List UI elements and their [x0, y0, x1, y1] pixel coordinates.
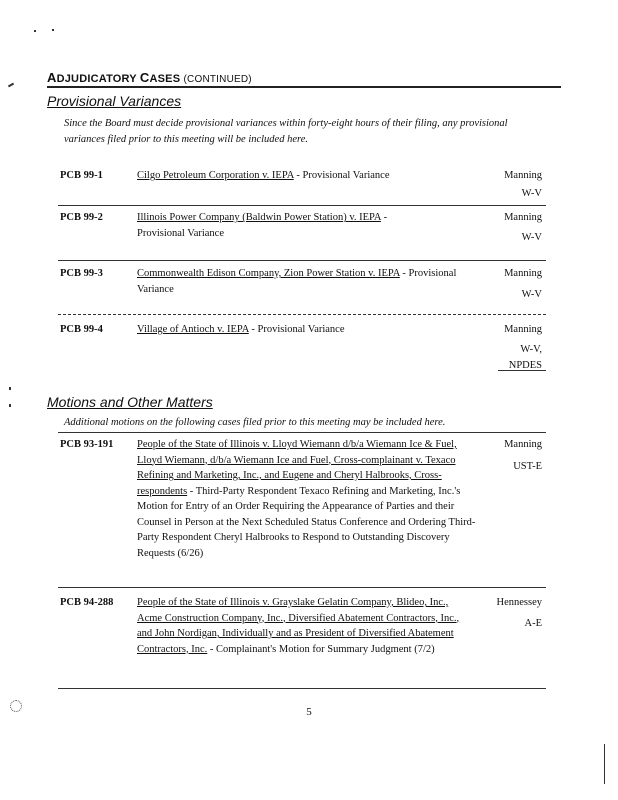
motions-rule — [58, 432, 546, 433]
page-number: 5 — [306, 706, 312, 718]
scan-speck — [9, 404, 11, 407]
case-matter: - Provisional Variance — [137, 212, 388, 239]
scan-speck — [10, 700, 22, 712]
case-caption: People of the State of Illinois v. Lloyd Wiemann d/b/a Wiemann Ice & Fuel, Lloyd Wiemann, d/b/a Wiemann Ice and Fuel, Cross-complainant v. Texaco Refining and Marketing, Inc., and Eugene and Cheryl Halbrooks, Cross-respondents — [137, 439, 457, 497]
case-caption: People of the State of Illinois v. Grayslake Gelatin Company, Blideo, Inc., Acme Construction Company, Inc., Diversified Abatement Contractors, Inc., and John Nordigan, Individually and as President of Diversified Abatement Contractors, Inc. — [137, 597, 460, 655]
scan-speck — [9, 387, 11, 390]
case-matter: - Provisional Variance — [248, 324, 345, 335]
provisional-variances-note: Since the Board must decide provisional variances within forty-eight hours of their filing, any provisional variances filed prior to this meeting will be included here. — [64, 118, 508, 145]
case-divider — [58, 260, 546, 261]
page-section-heading — [47, 70, 252, 85]
case-type: W-V — [521, 232, 542, 243]
case-divider — [58, 205, 546, 206]
heading-word-2: ASES — [149, 73, 181, 85]
heading-initial-2: C — [139, 70, 150, 85]
case-type: UST-E — [513, 461, 542, 472]
case-judge: Manning — [504, 268, 542, 279]
case-type: W-V — [521, 289, 542, 300]
case-description — [137, 322, 467, 338]
case-number: PCB 99-1 — [60, 170, 103, 181]
case-number: PCB 99-3 — [60, 268, 103, 279]
case-description — [137, 437, 477, 561]
case-caption: Commonwealth Edison Company, Zion Power Station v. IEPA — [137, 268, 400, 279]
case-judge: Manning — [504, 439, 542, 450]
scan-speck — [34, 30, 36, 32]
heading-continued: (CONTINUED) — [183, 74, 252, 85]
case-judge: Manning — [504, 324, 542, 335]
case-type: A-E — [524, 618, 542, 629]
case-matter: - Third-Party Respondent Texaco Refining and Marketing, Inc.'s Motion for Entry of an Order Requiring the Appearance of Parties and their Counsel in Person at the Next Scheduled Status Conference and Ordering Third-Party Respondent Cheryl Halbrooks to Respond to Outstanding Discovery Requests (6/26) — [137, 485, 476, 559]
header-rule — [47, 86, 561, 88]
case-description — [137, 210, 437, 241]
heading-word-1: DJUDICATORY — [56, 73, 137, 85]
case-description — [137, 266, 457, 297]
case-judge: Hennessey — [496, 597, 542, 608]
case-matter: - Provisional Variance — [293, 170, 390, 181]
scan-speck — [52, 29, 54, 31]
case-number: PCB 94-288 — [60, 597, 114, 608]
case-caption: Village of Antioch v. IEPA — [137, 324, 249, 335]
case-matter: - Provisional Variance — [137, 268, 457, 295]
scan-speck — [8, 83, 14, 88]
case-judge: Manning — [504, 170, 542, 181]
provisional-variances-title: Provisional Variances — [47, 93, 182, 109]
case-divider — [58, 314, 546, 315]
case-divider — [58, 688, 546, 689]
case-divider — [58, 587, 546, 588]
case-number: PCB 99-4 — [60, 324, 103, 335]
case-description — [137, 595, 467, 657]
heading-initial-1: A — [47, 70, 57, 85]
case-judge: Manning — [504, 212, 542, 223]
motions-title: Motions and Other Matters — [47, 394, 213, 410]
case-description — [137, 168, 467, 184]
scan-edge-mark — [604, 744, 605, 784]
case-caption: Illinois Power Company (Baldwin Power Station) v. IEPA — [137, 212, 381, 223]
case-matter: - Complainant's Motion for Summary Judgment (7/2) — [207, 643, 435, 655]
case-number: PCB 93-191 — [60, 439, 114, 450]
case-type: W-V — [521, 188, 542, 199]
case-caption: Cilgo Petroleum Corporation v. IEPA — [137, 170, 294, 181]
motions-note: Additional motions on the following cases filed prior to this meeting may be included here. — [64, 417, 446, 428]
case-number: PCB 99-2 — [60, 212, 103, 223]
case-divider — [498, 370, 546, 371]
case-type: W-V, NPDES — [508, 344, 542, 371]
